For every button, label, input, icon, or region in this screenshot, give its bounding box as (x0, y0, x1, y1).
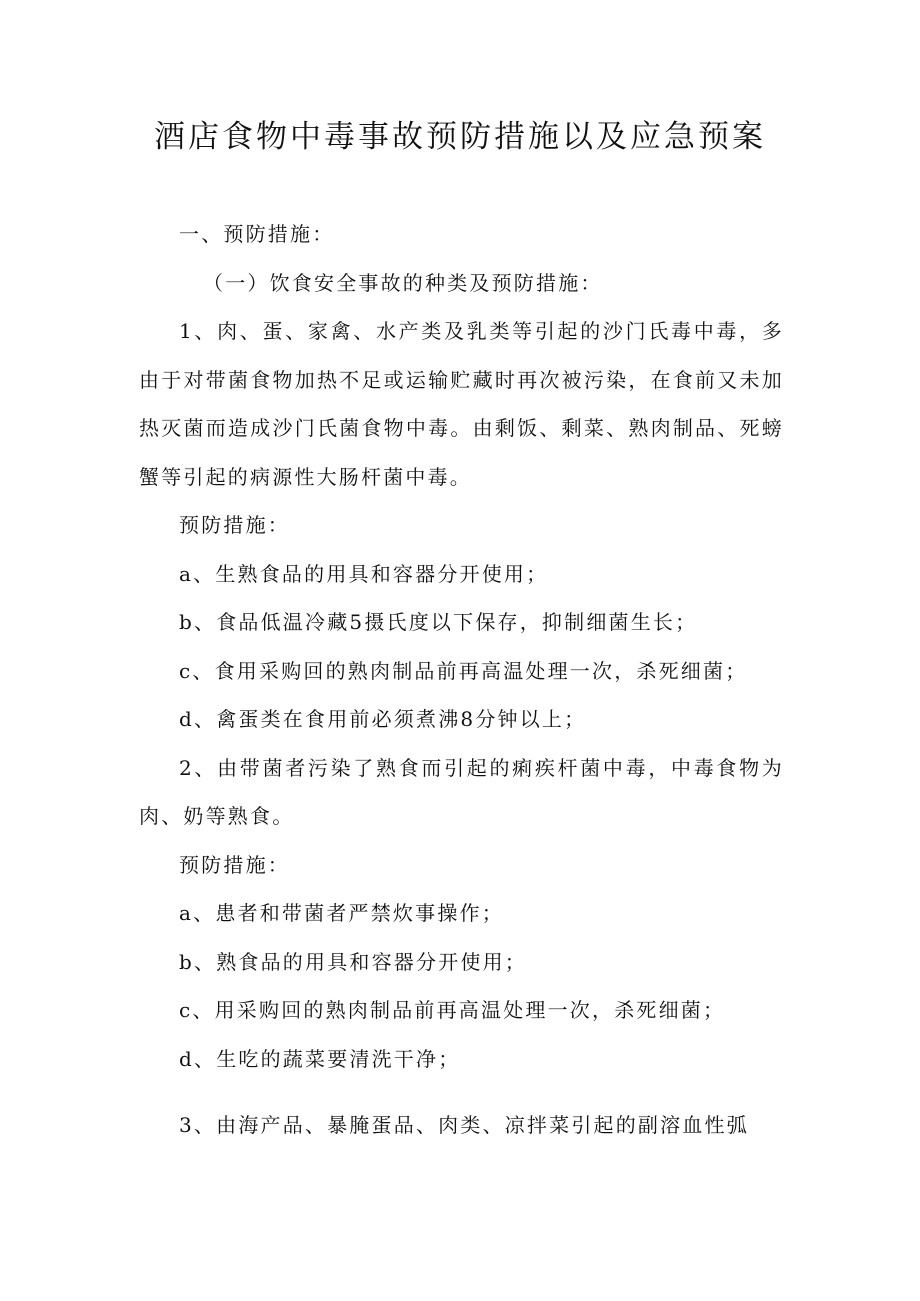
paragraph: 2、由带菌者污染了熟食而引起的痢疾杆菌中毒，中毒食物为肉、奶等熟食。 (139, 755, 784, 828)
document-title: 酒店食物中毒事故预防措施以及应急预案 (154, 119, 766, 155)
list-item: d、生吃的蔬菜要清洗干净； (179, 1046, 461, 1071)
list-item: d、禽蛋类在食用前必须煮沸8分钟以上； (179, 707, 587, 731)
measures-label: 预防措施： (179, 513, 290, 537)
paragraph: 3、由海产品、暴腌蛋品、肉类、凉拌菜引起的副溶血性弧 (179, 1113, 749, 1137)
section-heading: 一、预防措施： (179, 222, 335, 246)
list-item: c、用采购回的熟肉制品前再高温处理一次，杀死细菌； (179, 998, 726, 1022)
list-item: a、生熟食品的用具和容器分开使用； (179, 561, 549, 586)
document-body (139, 210, 784, 1150)
list-item: b、食品低温冷藏5摄氏度以下保存，抑制细菌生长； (179, 610, 698, 634)
list-item: c、食用采购回的熟肉制品前再高温处理一次，杀死细菌； (179, 658, 748, 683)
paragraph: 1、肉、蛋、家禽、水产类及乳类等引起的沙门氏毒中毒，多由于对带菌食物加热不足或运输贮藏时再次被污染，在食前又未加热灭菌而造成沙门氏菌食物中毒。由剩饭、剩菜、熟肉制品、死螃蟹等引起的病源性大肠杆菌中毒。 (139, 319, 784, 489)
subsection-heading: （一）饮食安全事故的种类及预防措施： (203, 270, 603, 295)
list-item: a、患者和带菌者严禁炊事操作； (179, 901, 504, 925)
measures-label: 预防措施： (179, 852, 290, 877)
list-item: b、熟食品的用具和容器分开使用； (179, 949, 528, 974)
